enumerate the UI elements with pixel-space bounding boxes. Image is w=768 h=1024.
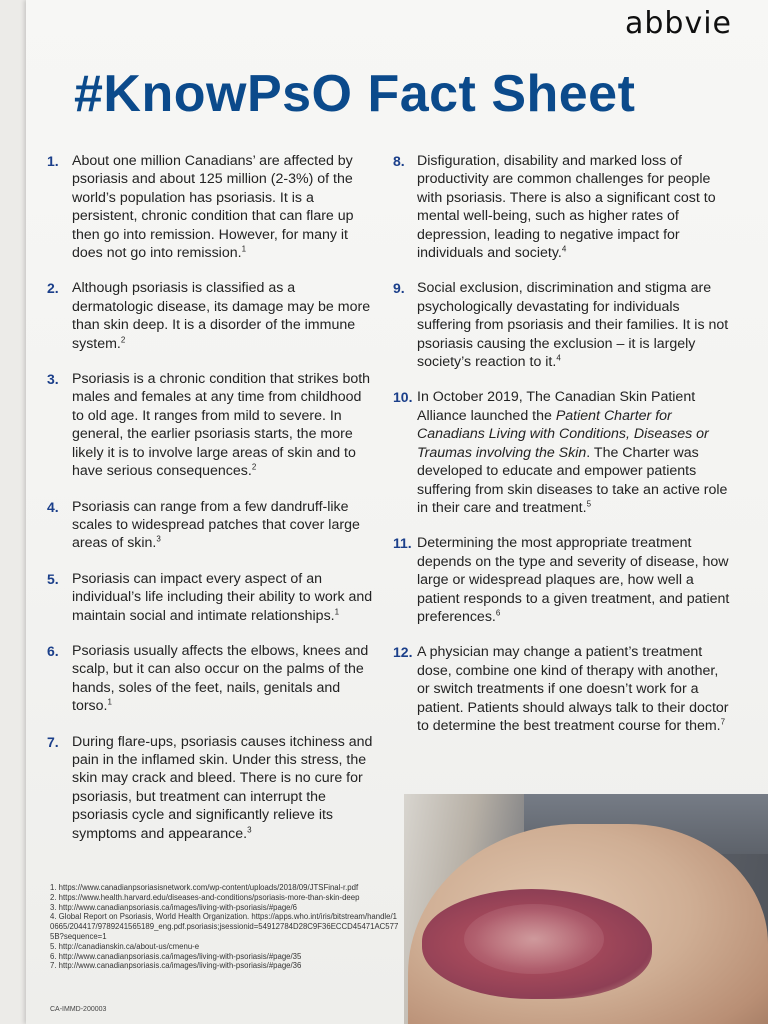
fact-item xyxy=(47,152,377,262)
fact-body: Disfiguration, disability and marked loss of productivity are common challenges for people with psoriasis. There is also a significant cost to mental well-being, such as higher rates of depression, leading to negative impact for individuals and society. xyxy=(417,153,716,262)
fact-number: 9. xyxy=(393,280,405,297)
fact-body: About one million Canadians’ are affected by psoriasis and about 125 million (2-3%) of the world’s population has psoriasis. It is a persistent, chronic condition that can flare up then go into remission. However, for many it does not go into remission. xyxy=(72,153,354,262)
fact-ref: 2 xyxy=(251,462,257,472)
fact-text xyxy=(417,643,733,735)
fact-ref: 2 xyxy=(120,334,126,344)
reference-item: 2. https://www.health.harvard.edu/diseases-and-conditions/psoriasis-more-than-skin-deep xyxy=(50,892,360,902)
reference-item: 7. http://www.canadianpsoriasis.ca/images/living-with-psoriasis/#page/36 xyxy=(50,961,302,971)
fact-ref: 5 xyxy=(586,499,592,509)
fact-body: Although psoriasis is classified as a dermatologic disease, its damage may be more than skin deep. It is a disorder of the immune system. xyxy=(72,280,371,352)
fact-number: 7. xyxy=(47,733,59,750)
fact-ref: 4 xyxy=(556,353,561,363)
fact-body: A physician may change a patient’s treatment dose, combine one kind of therapy with another, or switch treatments if one doesn’t work for a patient. Patients should always talk to their doctor to determine the best treatment course for them. xyxy=(417,644,729,734)
document-code: CA-IMMD-200003 xyxy=(50,1006,107,1013)
fact-text xyxy=(72,152,377,262)
fact-text xyxy=(417,152,733,262)
fact-number: 6. xyxy=(47,642,59,659)
fact-item xyxy=(393,534,733,626)
fact-number: 1. xyxy=(47,153,59,169)
fact-body: During flare-ups, psoriasis causes itchiness and pain in the inflamed skin. Under this stress, the skin may crack and bleed. There is no cure for psoriasis, but treatment can interrupt the psoriasis cycle and significantly relieve its symptoms and appearance. xyxy=(72,733,373,842)
fact-ref: 1 xyxy=(107,697,112,707)
references-list xyxy=(50,883,400,971)
fact-body: In October 2019, The Canadian Skin Patient Alliance launched the xyxy=(417,389,696,424)
fact-item xyxy=(393,388,733,517)
fact-item xyxy=(393,643,733,735)
fact-ref: 4 xyxy=(561,244,567,254)
fact-number: 12. xyxy=(393,644,413,661)
psoriasis-scales xyxy=(464,904,604,974)
fact-item xyxy=(47,498,377,553)
reference-item: 4. Global Report on Psoriasis, World Health Organization. https://apps.who.int/iris/bitstream/handle/10665/204417/9789241565189_eng.pdf.psoriasis;jsessionid=54912784D28C9F36ECCD45471AC5775B?sequence=1 xyxy=(50,912,399,941)
fact-number: 3. xyxy=(47,371,59,388)
fact-body-cont: . The Charter was developed to educate and empower patients suffering from skin diseases to take an active role in their care and treatment. xyxy=(417,444,728,516)
fact-item xyxy=(393,279,733,371)
page-title: #KnowPsO Fact Sheet xyxy=(74,65,636,123)
facts-right-column xyxy=(393,152,733,752)
fact-text xyxy=(72,570,377,625)
fact-number: 2. xyxy=(47,280,59,297)
reference-item: 1. https://www.canadianpsoriasisnetwork.com/wp-content/uploads/2018/09/JTSFinal-r.pdf xyxy=(50,883,359,892)
fact-text xyxy=(417,534,733,626)
fact-number: 11. xyxy=(393,535,412,552)
fact-item xyxy=(47,642,377,716)
fact-body: Social exclusion, discrimination and stigma are psychologically devastating for individuals suffering from psoriasis and their families. It is not psoriasis causing the exclusion – it is largely society’s reaction to it. xyxy=(417,280,729,371)
fact-item xyxy=(47,733,377,843)
fact-ref: 3 xyxy=(247,824,252,834)
fact-number: 8. xyxy=(393,153,405,169)
reference-item: 3. http://www.canadianpsoriasis.ca/images/living-with-psoriasis/#page/6 xyxy=(50,902,298,912)
fact-item xyxy=(393,152,733,262)
fact-number: 5. xyxy=(47,570,59,587)
facts-left-column xyxy=(47,152,377,860)
fact-text xyxy=(417,388,733,517)
fact-ref: 6 xyxy=(495,608,501,618)
fact-body: Determining the most appropriate treatment depends on the type and severity of disease, how large or widespread plaques are, how well a patient responds to a given treatment, and patient preferences. xyxy=(417,535,730,625)
fact-text xyxy=(72,733,377,843)
fact-text xyxy=(72,279,377,353)
fact-text xyxy=(72,498,377,553)
fact-body: Psoriasis usually affects the elbows, knees and scalp, but it can also occur on the palms of the hands, soles of the feet, nails, genitals and torso. xyxy=(72,642,369,715)
fact-ref: 1 xyxy=(334,606,340,616)
fact-item xyxy=(47,279,377,353)
fact-ref: 1 xyxy=(241,244,247,254)
fact-text xyxy=(417,279,733,371)
reference-item: 5. http://canadianskin.ca/about-us/cmenu-e xyxy=(50,941,200,951)
psoriasis-elbow-photo xyxy=(404,794,768,1024)
fact-text xyxy=(72,370,377,480)
fact-item xyxy=(47,370,377,480)
fact-number: 4. xyxy=(47,498,59,515)
reference-item: 6. http://www.canadianpsoriasis.ca/images/living-with-psoriasis/#page/35 xyxy=(50,951,302,961)
fact-text xyxy=(72,642,377,716)
fact-ref: 3 xyxy=(156,534,161,544)
fact-body: Psoriasis can range from a few dandruff-like scales to widespread patches that cover large areas of skin. xyxy=(72,498,360,552)
fact-body: Psoriasis can impact every aspect of an individual’s life including their ability to work and maintain social and intimate relationships. xyxy=(72,570,373,624)
fact-body: Psoriasis is a chronic condition that strikes both males and females at any time from childhood to old age. It ranges from mild to severe. In general, the earlier psoriasis starts, the more likely it is to involve large areas of skin and to have serious consequences. xyxy=(72,371,371,480)
fact-item xyxy=(47,570,377,625)
fact-number: 10. xyxy=(393,389,413,406)
fact-ref: 7 xyxy=(720,717,726,727)
abbvie-logo: abbvie xyxy=(624,6,732,41)
charter-title: Patient Charter for Canadians Living with Conditions, Diseases or Traumas involving the Skin xyxy=(417,407,709,461)
